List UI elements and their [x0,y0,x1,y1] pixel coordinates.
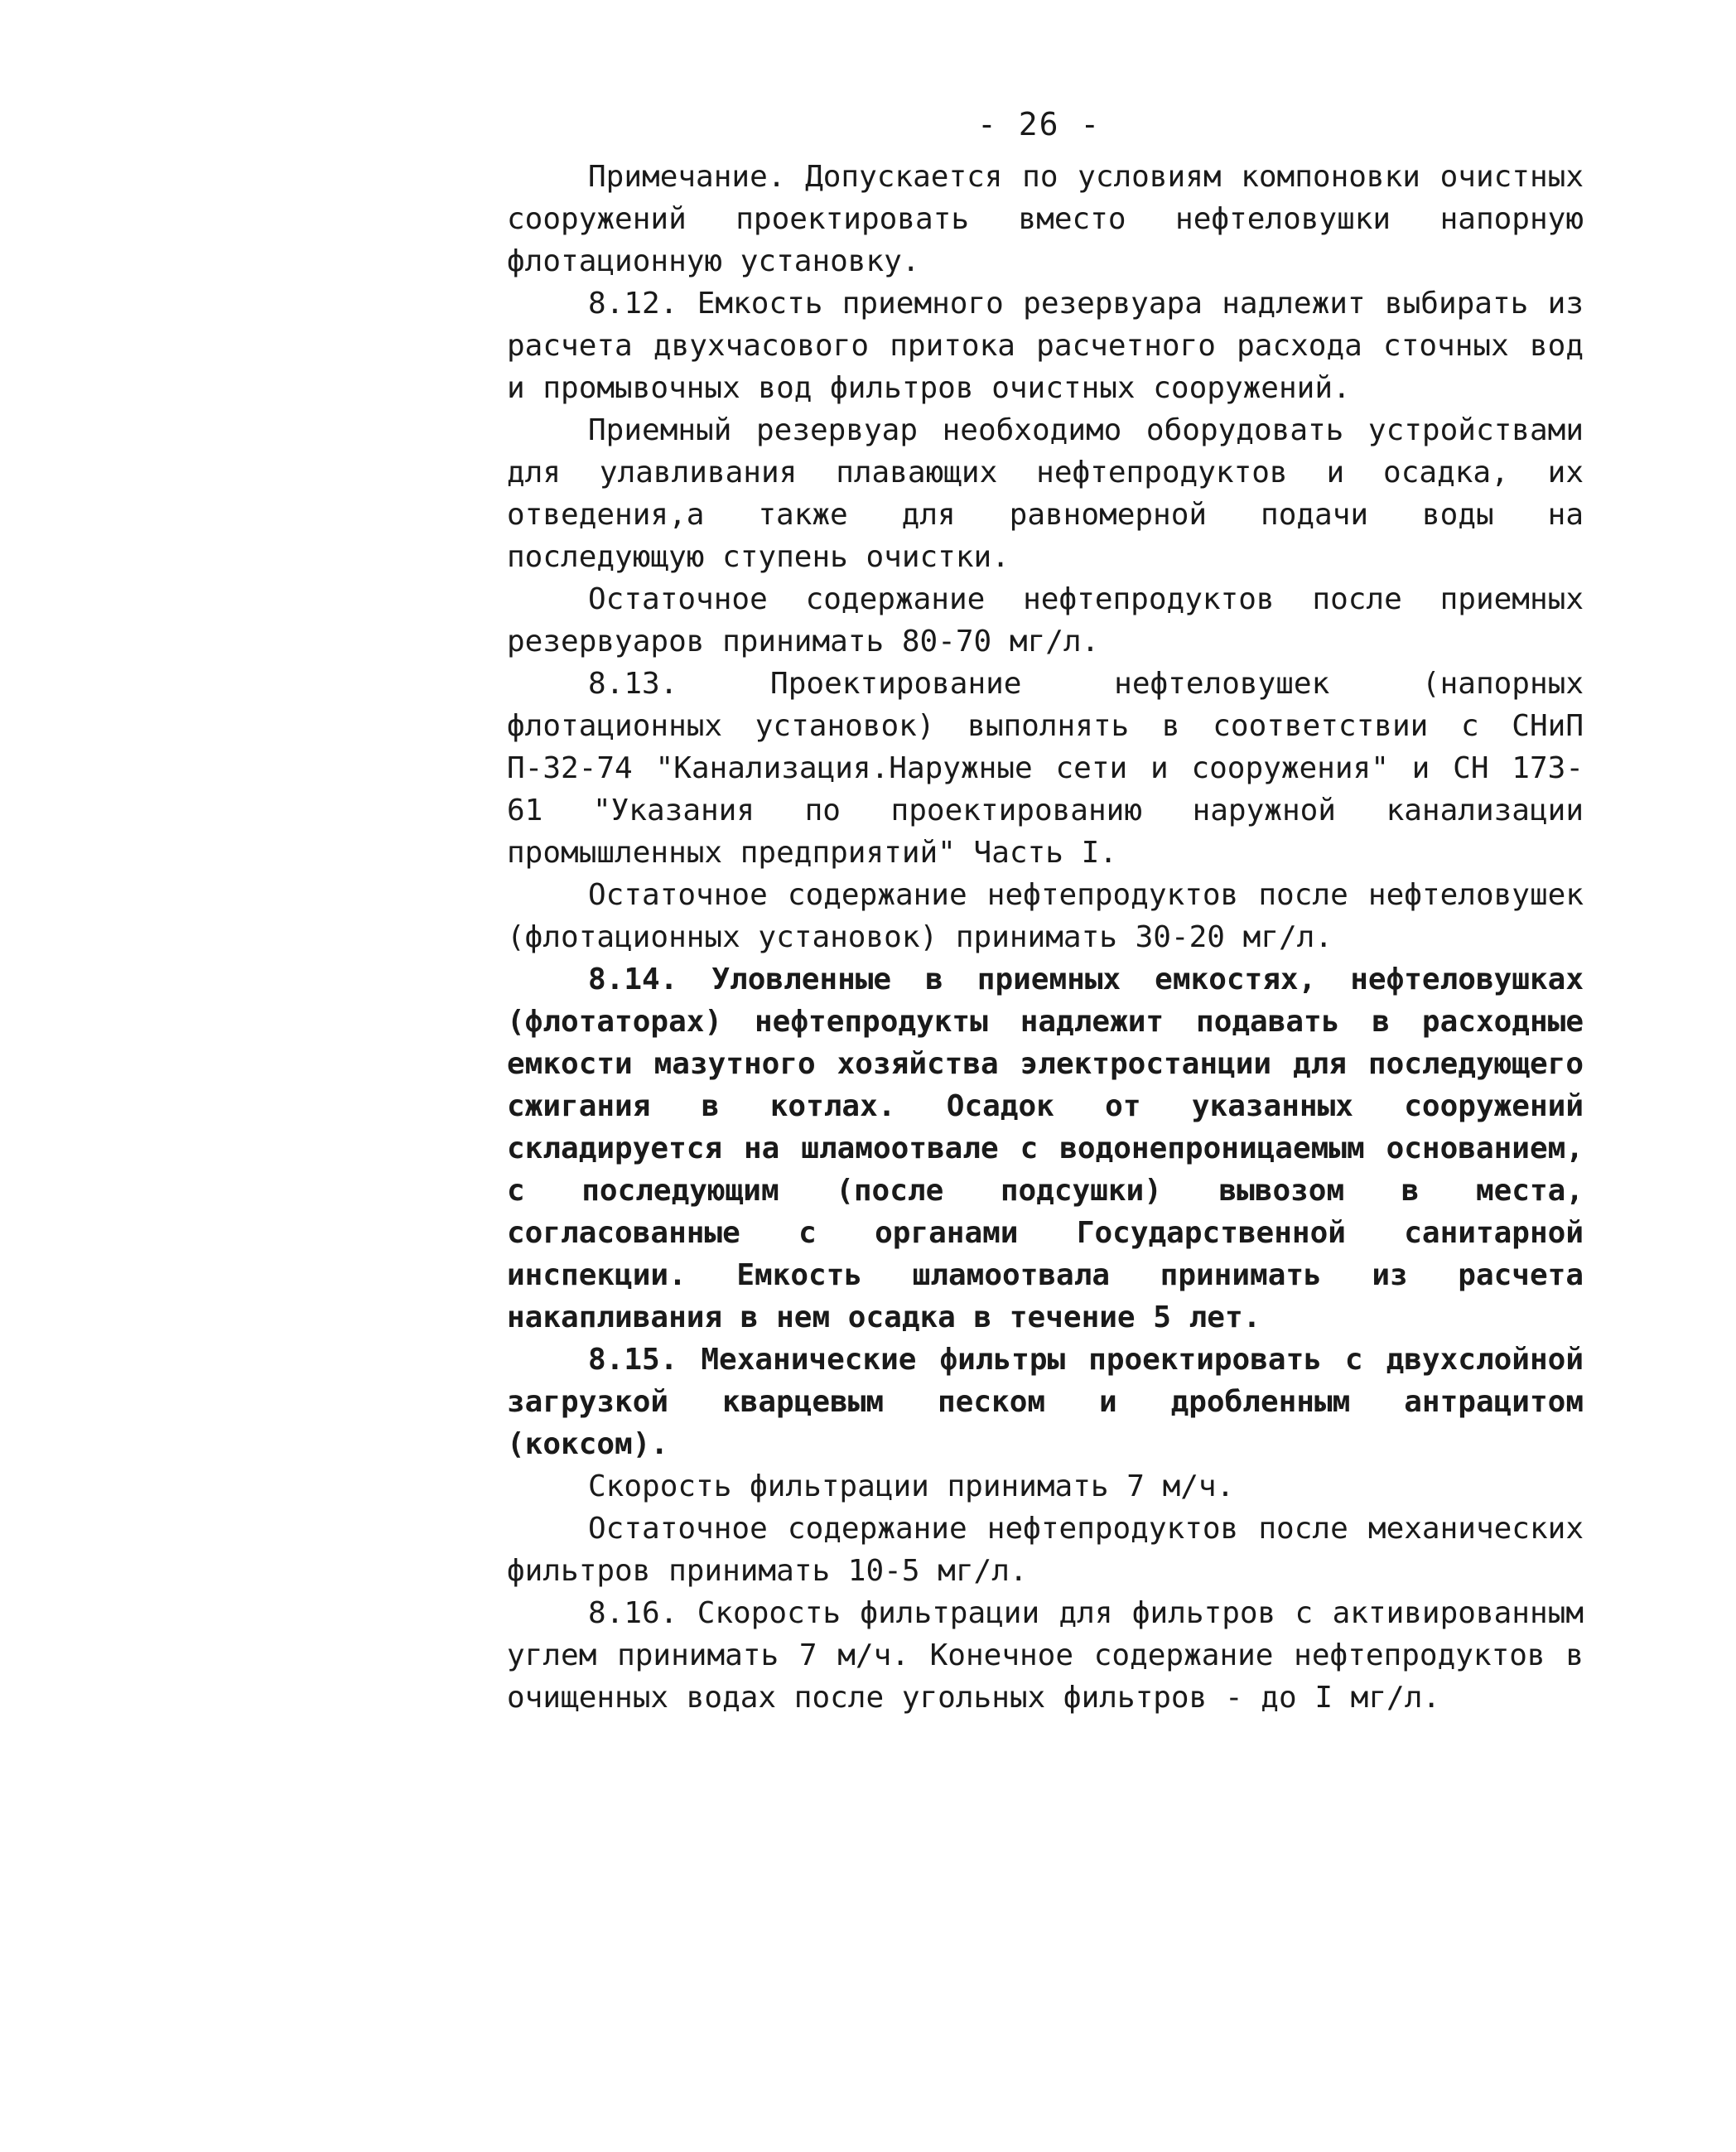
paragraph-filtration-speed: Скорость фильтрации принимать 7 м/ч. [588,1469,1235,1503]
paragraph-8-14: 8.14. Уловленные в приемных емкостях, нефтеловушках (флотаторах) нефтепродукты надлежит подавать в расходные емкости мазутного хозяйства электростанции для последующего сжигания в котлах. Осадок от указанных сооружений складируется на шламоотвале с водонепроницаемым основанием, с последующим (после подсушки) вывозом в места, согласованные с органами Государственной санитарной инспекции. Емкость шламоотвала принимать из расчета накапливания в нем осадка в течение 5 лет. [507,963,1584,1334]
page-number: - 26 - [977,106,1102,142]
paragraph-8-12: 8.12. Емкость приемного резервуара надлежит выбирать из расчета двухчасового притока расчетного расхода сточных вод и промывочных вод фильтров очистных сооружений. [507,287,1584,405]
paragraph-residual-reservoir: Остаточное содержание нефтепродуктов после приемных резервуаров принимать 80-70 мг/л. [507,582,1584,659]
paragraph-note: Примечание. Допускается по условиям компоновки очистных сооружений проектировать вместо нефтеловушки напорную флотационную установку. [507,160,1584,278]
paragraph-8-16: 8.16. Скорость фильтрации для фильтров с активированным углем принимать 7 м/ч. Конечное содержание нефтепродуктов в очищенных водах после угольных фильтров - до I мг/л. [507,1596,1584,1715]
paragraph-reservoir-equipment: Приемный резервуар необходимо оборудовать устройствами для улавливания плавающих нефтепродуктов и осадка, их отведения,а также для равномерной подачи воды на последующую ступень очистки. [507,413,1584,574]
paragraph-residual-mechanical: Остаточное содержание нефтепродуктов после механических фильтров принимать 10-5 мг/л. [507,1512,1584,1588]
paragraph-residual-oil-traps: Остаточное содержание нефтепродуктов после нефтеловушек (флотационных установок) принимать 30-20 мг/л. [507,878,1584,954]
paragraph-8-15: 8.15. Механические фильтры проектировать с двухслойной загрузкой кварцевым песком и дробленным антрацитом (коксом). [507,1343,1584,1461]
document-body [507,156,1584,1719]
paragraph-8-13: 8.13. Проектирование нефтеловушек (напорных флотационных установок) выполнять в соответствии с СНиП П-32-74 "Канализация.Наружные сети и сооружения" и СН 173-61 "Указания по проектированию наружной канализации промышленных предприятий" Часть I. [507,667,1584,870]
